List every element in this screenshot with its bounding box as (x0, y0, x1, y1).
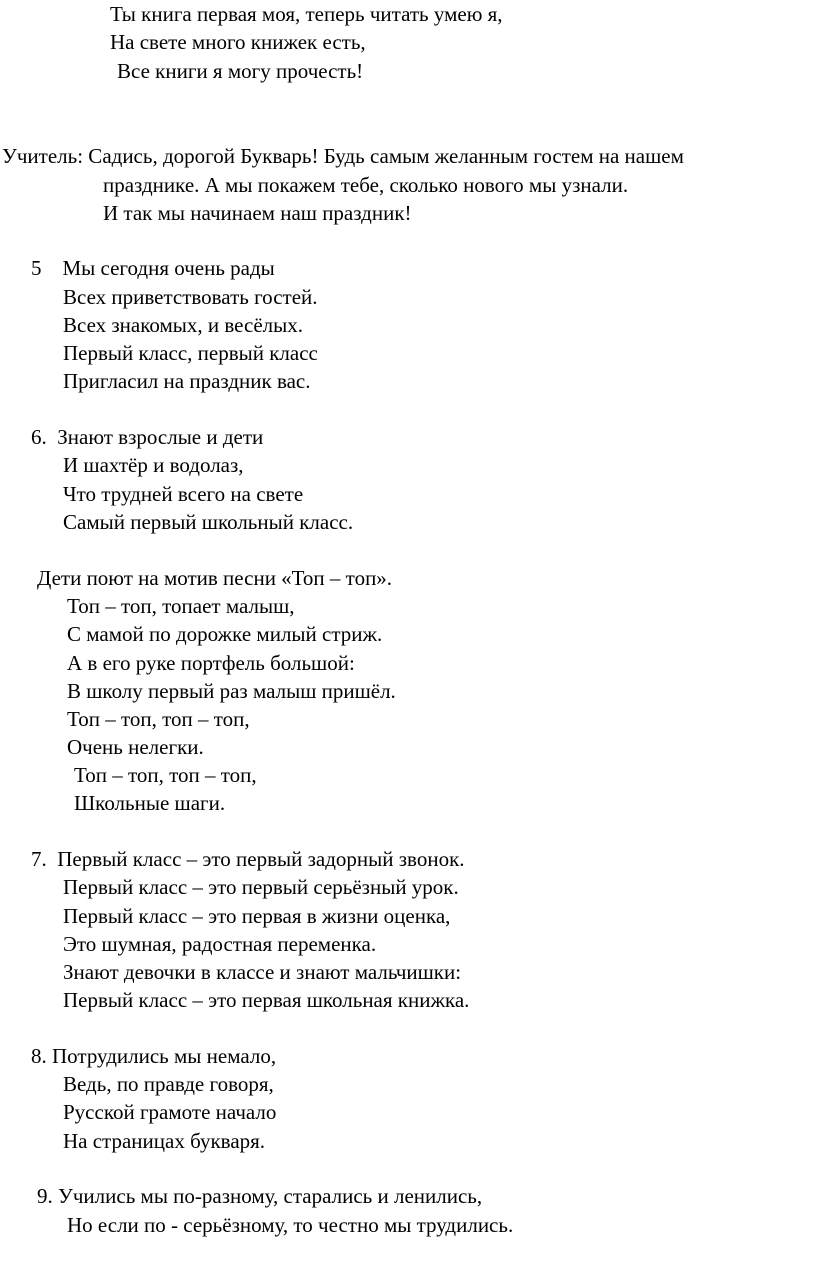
verse5-line: Первый класс, первый класс (63, 341, 318, 365)
verse8-line: 8. Потрудились мы немало, (31, 1044, 277, 1068)
verse5-line: Всех знакомых, и весёлых. (63, 313, 303, 337)
song-line: Топ – топ, топает малыш, (67, 594, 295, 618)
verse7-line: Знают девочки в классе и знают мальчишки: (63, 960, 462, 984)
verse9-line: 9. Учились мы по-разному, старались и ленились, (37, 1184, 483, 1208)
opening-poem-line: На свете много книжек есть, (110, 30, 366, 54)
song-line: А в его руке портфель большой: (67, 651, 355, 675)
verse6-line: 6. Знают взрослые и дети (31, 425, 264, 449)
song-line: В школу первый раз малыш пришёл. (67, 679, 396, 703)
verse9-line: Но если по - серьёзному, то честно мы трудились. (67, 1213, 514, 1237)
verse5-line: Пригласил на праздник вас. (63, 369, 311, 393)
opening-poem-line: Ты книга первая моя, теперь читать умею я, (110, 2, 503, 26)
verse7-line: Первый класс – это первая в жизни оценка, (63, 904, 451, 928)
verse7-line: Это шумная, радостная переменка. (63, 932, 377, 956)
verse5-line: 5 Мы сегодня очень рады (31, 256, 275, 280)
song-line: Топ – топ, топ – топ, (74, 763, 257, 787)
verse6-line: Что трудней всего на свете (63, 482, 304, 506)
teacher-speech-line: И так мы начинаем наш праздник! (103, 201, 412, 225)
song-line: Топ – топ, топ – топ, (67, 707, 250, 731)
verse6-line: И шахтёр и водолаз, (63, 453, 244, 477)
verse8-line: Ведь, по правде говоря, (63, 1072, 274, 1096)
verse7-line: Первый класс – это первая школьная книжка. (63, 988, 470, 1012)
opening-poem-line: Все книги я могу прочесть! (117, 59, 364, 83)
song-line: Очень нелегки. (67, 735, 204, 759)
verse5-line: Всех приветствовать гостей. (63, 285, 318, 309)
song-line: Школьные шаги. (74, 791, 226, 815)
teacher-speech-line: Учитель: Садись, дорогой Букварь! Будь самым желанным гостем на нашем (2, 144, 684, 168)
verse8-line: На страницах букваря. (63, 1129, 266, 1153)
verse6-line: Самый первый школьный класс. (63, 510, 354, 534)
verse7-line: Первый класс – это первый серьёзный урок. (63, 875, 459, 899)
verse8-line: Русской грамоте начало (63, 1100, 277, 1124)
song-intro: Дети поют на мотив песни «Топ – топ». (37, 566, 393, 590)
teacher-speech-line: празднике. А мы покажем тебе, сколько нового мы узнали. (103, 173, 629, 197)
verse7-line: 7. Первый класс – это первый задорный звонок. (31, 847, 465, 871)
song-line: С мамой по дорожке милый стриж. (67, 622, 383, 646)
